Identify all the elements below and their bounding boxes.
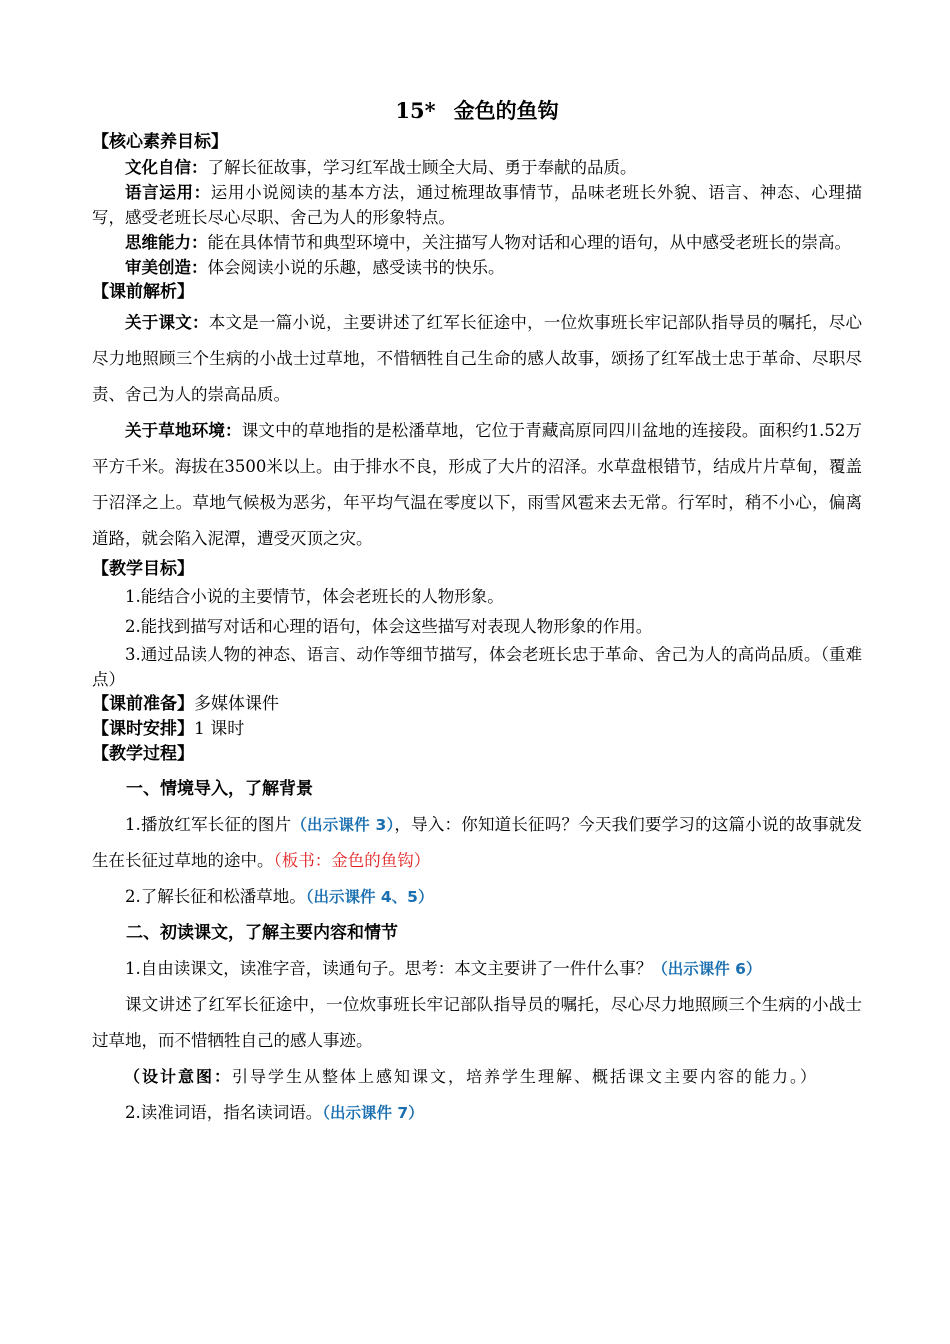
schedule-line: 【课时安排】1 课时 <box>92 719 245 739</box>
part1-step2: 2.了解长征和松潘草地。（出示课件 4、5） <box>125 887 434 906</box>
document-page <box>92 96 862 1131</box>
core-goal-item: 文化自信：了解长征故事，学习红军战士顾全大局、勇于奉献的品质。 <box>125 158 637 177</box>
part2-answer: 课文讲述了红军长征途中，一位炊事班长牢记部队指导员的嘱托，尽心尽力地照顾三个生病的小战士过草地，而不惜牺牲自己的感人事迹。 <box>92 995 862 1050</box>
part1-title: 一、情境导入，了解背景 <box>126 779 313 799</box>
part1-step1: 1.播放红军长征的图片（出示课件 3），导入：你知道长征吗？今天我们要学习的这篇小说的故事就发生在长征过草地的途中。（板书：金色的鱼钩） <box>92 815 862 870</box>
lesson-name: 金色的鱼钩 <box>453 98 559 123</box>
process-heading: 【教学过程】 <box>92 744 194 764</box>
core-goal-item: 思维能力：能在具体情节和典型环境中，关注描写人物对话和心理的语句，从中感受老班长的崇高。 <box>125 233 851 252</box>
part2-step1: 1.自由读课文，读准字音，读通句子。思考：本文主要讲了一件什么事？（出示课件 6） <box>125 959 762 978</box>
part2-title: 二、初读课文，了解主要内容和情节 <box>126 923 398 943</box>
teaching-goals-heading: 【教学目标】 <box>92 559 194 579</box>
about-env-paragraph: 关于草地环境：课文中的草地指的是松潘草地，它位于青藏高原同四川盆地的连接段。面积约1.52万平方千米。海拔在3500米以上。由于排水不良，形成了大片的沼泽。水草盘根错节，结成片片草甸，覆盖于沼泽之上。草地气候极为恶劣，年平均气温在零度以下，雨雪风雹来去无常。行军时，稍不小心，偏离道路，就会陷入泥潭，遭受灭顶之灾。 <box>92 421 862 548</box>
core-goal-item: 审美创造：体会阅读小说的乐趣，感受读书的快乐。 <box>125 258 505 277</box>
lesson-number: 15* <box>395 98 436 123</box>
part2-step2: 2.读准词语，指名读词语。（出示课件 7） <box>125 1103 424 1122</box>
teaching-goal-item: 1.能结合小说的主要情节，体会老班长的人物形象。 <box>125 587 504 606</box>
about-text-paragraph: 关于课文：本文是一篇小说，主要讲述了红军长征途中，一位炊事班长牢记部队指导员的嘱托，尽心尽力地照顾三个生病的小战士过草地，不惜牺牲自己生命的感人故事，颂扬了红军战士忠于革命、尽职尽责、舍己为人的崇高品质。 <box>92 313 863 404</box>
design-intent: （设计意图：引导学生从整体上感知课文，培养学生理解、概括课文主要内容的能力。） <box>124 1067 819 1086</box>
core-goal-item: 语言运用：运用小说阅读的基本方法，通过梳理故事情节，品味老班长外貌、语言、神态、心理描写，感受老班长尽心尽职、舍己为人的形象特点。 <box>92 183 863 227</box>
lesson-title <box>92 96 862 126</box>
teaching-goal-item: 2.能找到描写对话和心理的语句，体会这些描写对表现人物形象的作用。 <box>125 617 653 636</box>
prep-line: 【课前准备】多媒体课件 <box>92 694 279 714</box>
analysis-heading: 【课前解析】 <box>92 282 194 302</box>
teaching-goal-item: 3.通过品读人物的神态、语言、动作等细节描写，体会老班长忠于革命、舍己为人的高尚品质。（重难点） <box>92 645 862 689</box>
core-goals-heading: 【核心素养目标】 <box>92 132 228 152</box>
